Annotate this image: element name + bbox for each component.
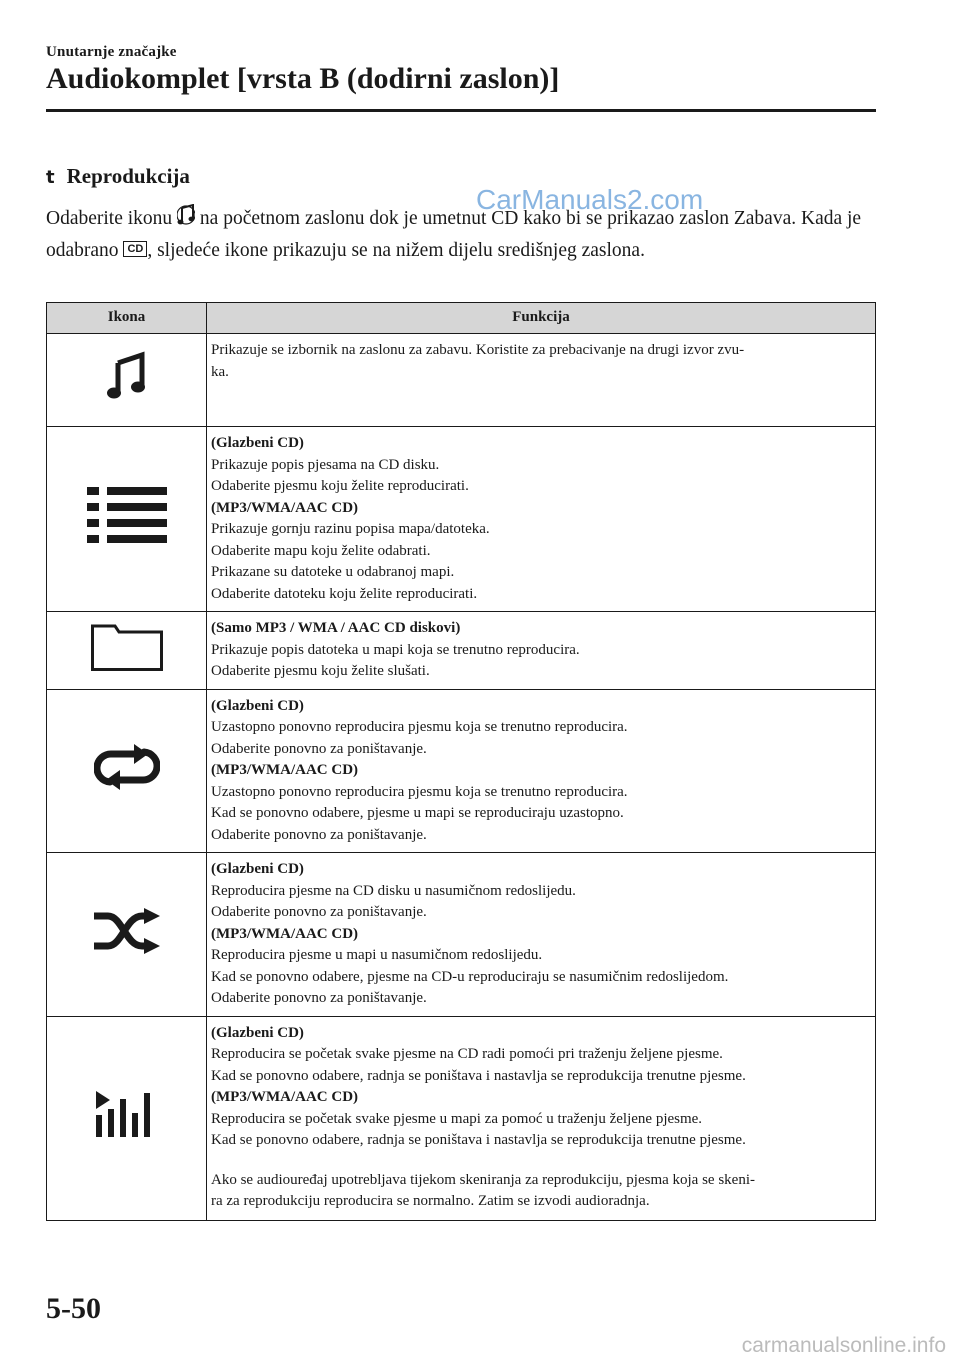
description-line: Ako se audiouređaj upotrebljava tijekom skeniranja za reprodukciju, pjesma koja se skeni- <box>211 1171 755 1188</box>
description-line: (Glazbeni CD) <box>211 435 304 451</box>
description-line: Reproducira pjesme u mapi u nasumičnom redoslijedu. <box>211 947 543 963</box>
description-line: ra za reprodukciju reproducira se normalno. Zatim se izvodi audioradnja. <box>211 1193 650 1209</box>
description-line: Reproducira se početak svake pjesme na CD radi pomoći pri traženju željene pjesme. <box>211 1046 723 1062</box>
icon-cell <box>47 853 207 1017</box>
intro-part-1: Odaberite ikonu <box>46 208 178 229</box>
description-line: Odaberite mapu koju želite odabrati. <box>211 542 431 559</box>
description-line: Odaberite ponovno za poništavanje. <box>211 904 427 920</box>
description-cell <box>207 612 876 690</box>
description-line: Reproducira pjesme na CD disku u nasumičnom redoslijedu. <box>211 882 576 899</box>
description-line: (Glazbeni CD) <box>211 861 304 877</box>
music-note-icon <box>107 351 147 401</box>
description-line: Prikazuje popis pjesama na CD disku. <box>211 456 440 473</box>
table-row <box>47 1016 876 1220</box>
watermark: CarManuals2.com <box>476 184 704 215</box>
table-row <box>47 612 876 690</box>
description-line: Kad se ponovno odabere, pjesme u mapi se reproduciraju uzastopno. <box>211 805 624 821</box>
description-line: (MP3/WMA/AAC CD) <box>211 1089 359 1105</box>
description-cell <box>207 689 876 853</box>
cd-icon: CD <box>123 241 147 257</box>
description-line: Kad se ponovno odabere, pjesme na CD-u reproduciraju se nasumičnim redoslijedom. <box>211 968 729 985</box>
table-row <box>47 427 876 612</box>
description-line: Kad se ponovno odabere, radnja se poništava i nastavlja se reprodukcija trenutne pjesme. <box>211 1132 746 1148</box>
description-line: (Glazbeni CD) <box>211 1024 304 1041</box>
description-cell <box>207 334 876 427</box>
icon-function-table <box>46 302 876 1221</box>
intro-paragraph <box>46 204 866 266</box>
description-line: Kad se ponovno odabere, radnja se poništava i nastavlja se reprodukcija trenutne pjesme. <box>211 1067 746 1084</box>
table-row <box>47 689 876 853</box>
description-cell <box>207 427 876 612</box>
description-line: Reproducira se početak svake pjesme u mapi za pomoć u traženju željene pjesme. <box>211 1110 703 1127</box>
bullet-marker: t <box>46 167 55 188</box>
description-line: (MP3/WMA/AAC CD) <box>211 499 359 516</box>
description-line: Prikazuje popis datoteka u mapi koja se trenutno reproducira. <box>211 641 580 658</box>
description-line: (MP3/WMA/AAC CD) <box>211 925 359 942</box>
table-row <box>47 334 876 427</box>
column-header-function: Funkcija <box>207 303 876 334</box>
icon-cell <box>47 1016 207 1220</box>
footer-site-label: carmanualsonline.info <box>741 1334 946 1357</box>
icon-cell <box>47 612 207 690</box>
column-header-icon: Ikona <box>47 303 207 334</box>
icon-cell <box>47 334 207 427</box>
description-line: Odaberite ponovno za poništavanje. <box>211 990 427 1006</box>
description-line: Prikazuje se izbornik na zaslonu za zabavu. Koristite za prebacivanje na drugi izvor zvu- <box>211 342 745 358</box>
subheading-text: Reprodukcija <box>66 164 190 188</box>
description-line: Odaberite ponovno za poništavanje. <box>211 740 427 757</box>
music-source-icon <box>177 204 195 236</box>
description-line: Prikazane su datoteke u odabranoj mapi. <box>211 564 455 580</box>
intro-part-3: , sljedeće ikone prikazuju se na nižem dijelu središnjeg zaslona. <box>147 240 645 261</box>
description-line: Odaberite pjesmu koju želite slušati. <box>211 663 430 679</box>
description-line: ka. <box>211 363 229 380</box>
description-line: Odaberite ponovno za poništavanje. <box>211 826 427 843</box>
icon-cell <box>47 689 207 853</box>
page-title: Audiokomplet [vrsta B (dodirni zaslon)] <box>46 62 560 95</box>
section-label: Unutarnje značajke <box>46 44 177 60</box>
table-row <box>47 853 876 1017</box>
subheading <box>46 164 190 189</box>
shuffle-icon <box>92 908 162 954</box>
description-cell <box>207 853 876 1017</box>
repeat-icon <box>94 744 160 790</box>
list-icon <box>87 487 167 543</box>
page-number: 5-50 <box>46 1292 101 1325</box>
description-line: (Samo MP3 / WMA / AAC CD diskovi) <box>211 620 461 636</box>
table-header-row <box>47 303 876 334</box>
icon-cell <box>47 427 207 612</box>
title-divider <box>46 109 876 112</box>
description-line: Prikazuje gornju razinu popisa mapa/datoteka. <box>211 521 490 537</box>
description-line: Odaberite pjesmu koju želite reproducirati. <box>211 478 469 494</box>
description-cell <box>207 1016 876 1220</box>
folder-icon <box>91 623 163 671</box>
description-line: (Glazbeni CD) <box>211 697 304 714</box>
intro-part-2: na početnom zaslonu dok je umetnut CD kako bi se prikazao zaslon Zabava. Kada je odabrano <box>46 208 862 261</box>
scan-icon <box>96 1091 158 1137</box>
description-line: (MP3/WMA/AAC CD) <box>211 762 359 778</box>
description-line: Uzastopno ponovno reproducira pjesmu koja se trenutno reproducira. <box>211 719 628 735</box>
description-line: Uzastopno ponovno reproducira pjesmu koja se trenutno reproducira. <box>211 783 628 800</box>
description-line: Odaberite datoteku koju želite reproducirati. <box>211 585 478 602</box>
